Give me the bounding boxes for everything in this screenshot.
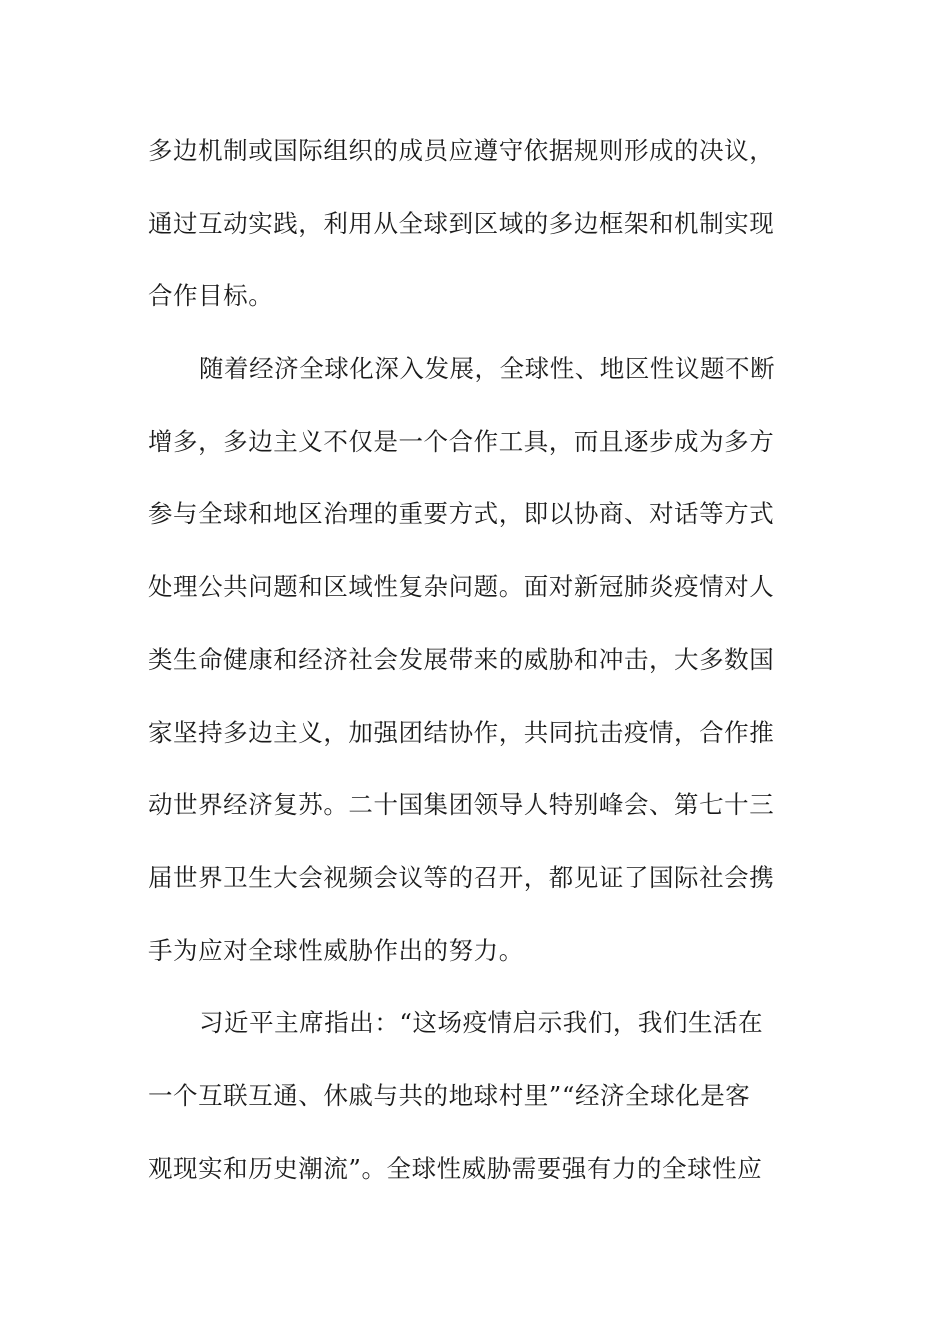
text-line: 家坚持多边主义，加强团结协作，共同抗击疫情，合作推 <box>148 717 775 747</box>
text-line: 多边机制或国际组织的成员应遵守依据规则形成的决议， <box>148 136 775 165</box>
paragraph-start-line: 习近平主席指出：“这场疫情启示我们，我们生活在 <box>199 1008 764 1038</box>
body-text <box>148 123 788 1213</box>
text-line: 增多，多边主义不仅是一个合作工具，而且逐步成为多方 <box>148 426 775 456</box>
text-line: 届世界卫生大会视频会议等的召开，都见证了国际社会携 <box>148 862 775 892</box>
text-line: 通过互动实践，利用从全球到区域的多边框架和机制实现 <box>148 208 775 238</box>
text-line: 类生命健康和经济社会发展带来的威胁和冲击，大多数国 <box>148 644 775 674</box>
text-line: 处理公共问题和区域性复杂问题。面对新冠肺炎疫情对人 <box>148 572 775 602</box>
text-line: 观现实和历史潮流”。全球性威胁需要强有力的全球性应 <box>148 1153 763 1183</box>
text-line: 参与全球和地区治理的重要方式，即以协商、对话等方式 <box>148 499 775 529</box>
text-line: 一个互联互通、休戚与共的地球村里”“经济全球化是客 <box>148 1080 751 1110</box>
text-line: 动世界经济复苏。二十国集团领导人特别峰会、第七十三 <box>148 790 775 820</box>
text-line: 手为应对全球性威胁作出的努力。 <box>148 935 524 965</box>
paragraph-start-line: 随着经济全球化深入发展，全球性、地区性议题不断 <box>199 354 776 384</box>
text-line: 合作目标。 <box>148 281 274 311</box>
